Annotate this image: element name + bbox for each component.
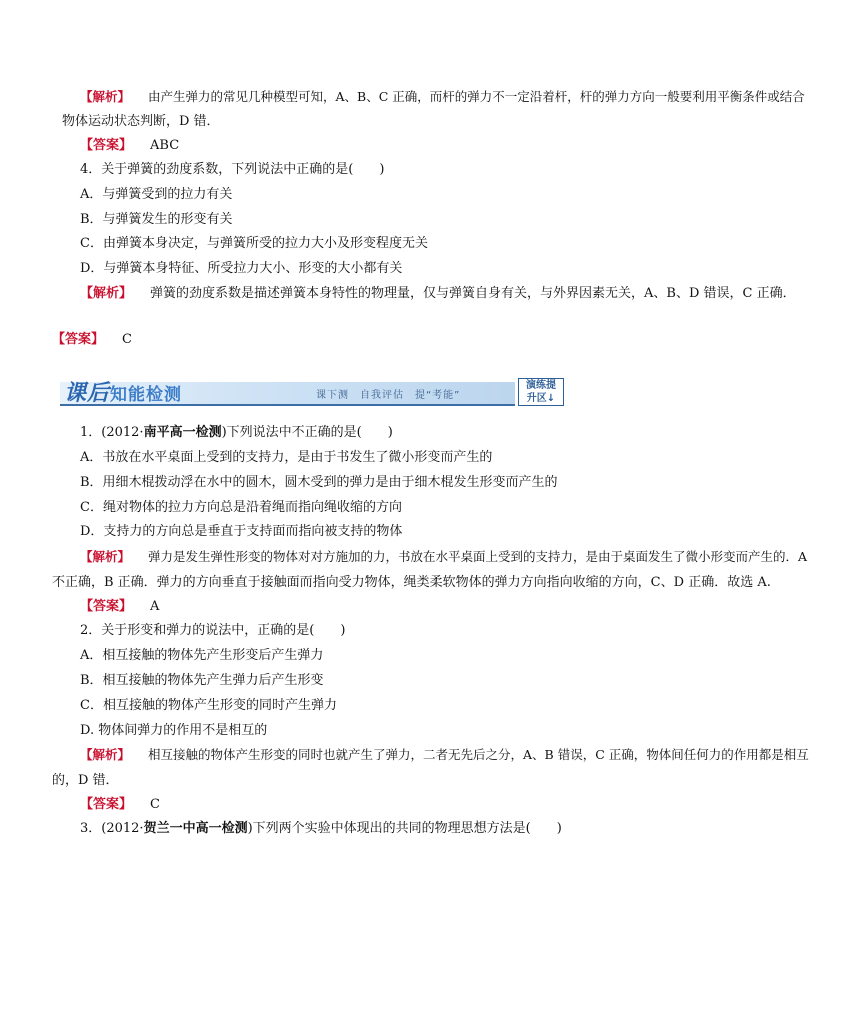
p2-option-a: A．相互接触的物体先产生形变后产生弹力 [80, 648, 324, 663]
p2-option-d: D. 物体间弹力的作用不是相互的 [80, 723, 268, 738]
banner-title-sub: 知能检测 [110, 385, 183, 405]
analysis-tag: 【解析】 [80, 89, 131, 104]
p2-option-c: C．相互接触的物体产生形变的同时产生弹力 [80, 698, 337, 713]
q3-answer-line [80, 137, 179, 155]
q3-answer-text: ABC [150, 138, 180, 153]
answer-tag: 【答案】 [80, 797, 133, 812]
p1-option-d: D．支持力的方向总是垂直于支持面而指向被支持的物体 [80, 524, 403, 539]
q3-analysis-cont: 物体运动状态判断，D 错． [62, 114, 220, 129]
q4-option-c: C．由弹簧本身决定，与弹簧所受的拉力大小及形变程度无关 [80, 236, 428, 251]
q4-option-b: B．与弹簧发生的形变有关 [80, 212, 233, 227]
q4-analysis-line [80, 285, 796, 303]
p1-option-c: C．绳对物体的拉力方向总是沿着绳而指向绳收缩的方向 [80, 500, 402, 515]
p1-stem-prefix: 1．(2012· [80, 425, 144, 440]
answer-tag: 【答案】 [52, 332, 105, 347]
p1-answer-text: A [150, 599, 160, 614]
p2-analysis-line [80, 746, 809, 764]
analysis-tag: 【解析】 [80, 747, 131, 762]
p3-stem-suffix: )下列两个实验中体现出的共同的物理思想方法是( ) [247, 821, 562, 836]
p2-answer-line [80, 796, 160, 814]
answer-tag: 【答案】 [80, 599, 133, 614]
p3-stem-prefix: 3．(2012· [80, 821, 144, 836]
p3-stem-source: 贺兰一中高一检测 [143, 821, 248, 836]
banner-practice-box [518, 378, 564, 406]
p1-analysis-cont: 不正确，B 正确．弹力的方向垂直于接触面而指向受力物体，绳类柔软物体的弹力方向指向收缩的方向，C、D 正确．故选 A. [52, 575, 771, 590]
banner-slogan: 课下测 自我评估 提“考能” [316, 390, 461, 401]
p2-analysis-text: 相互接触的物体产生形变的同时也就产生了弹力，二者无先后之分，A、B 错误，C 正确，物体间任何力的作用都是相互 [148, 747, 809, 762]
p1-answer-line [80, 598, 159, 616]
p1-stem-source: 南平高一检测 [143, 425, 222, 440]
p1-option-b: B．用细木棍拨动浮在水中的圆木，圆木受到的弹力是由于细木棍发生形变而产生的 [80, 475, 558, 490]
p1-analysis-text: 弹力是发生弹性形变的物体对对方施加的力，书放在水平桌面上受到的支持力，是由于桌面发生了微小形变而产生的．A [148, 549, 808, 564]
p1-analysis-line [80, 548, 807, 566]
banner-box-line2: 升区↓ [526, 393, 556, 404]
q4-analysis-text: 弹簧的劲度系数是描述弹簧本身特性的物理量，仅与弹簧自身有关，与外界因素无关，A、B、D 错误，C 正确． [150, 286, 796, 301]
analysis-tag: 【解析】 [80, 286, 133, 301]
p3-stem [80, 820, 562, 838]
p2-analysis-cont: 的，D 错． [52, 773, 119, 788]
section-banner [60, 376, 562, 406]
p1-stem [80, 424, 393, 442]
answer-tag: 【答案】 [80, 138, 133, 153]
q4-answer-text: C [122, 332, 132, 347]
analysis-tag: 【解析】 [80, 549, 131, 564]
q3-analysis-line [80, 88, 805, 106]
q4-option-d: D．与弹簧本身特征、所受拉力大小、形变的大小都有关 [80, 261, 403, 276]
banner-title [64, 376, 182, 407]
q4-stem: 4．关于弹簧的劲度系数，下列说法中正确的是( ) [80, 162, 385, 177]
p1-stem-suffix: )下列说法中不正确的是( ) [221, 425, 393, 440]
banner-title-main: 课后 [64, 381, 111, 406]
q3-analysis-text: 由产生弹力的常见几种模型可知，A、B、C 正确，而杆的弹力不一定沿着杆，杆的弹力方向一般要利用平衡条件或结合 [148, 89, 805, 104]
p2-option-b: B．相互接触的物体先产生弹力后产生形变 [80, 673, 324, 688]
p2-answer-text: C [150, 797, 160, 812]
p1-option-a: A．书放在水平桌面上受到的支持力，是由于书发生了微小形变而产生的 [80, 450, 493, 465]
banner-box-line1: 演练提 [526, 380, 556, 391]
p2-stem: 2．关于形变和弹力的说法中，正确的是( ) [80, 623, 346, 638]
q4-option-a: A．与弹簧受到的拉力有关 [80, 187, 233, 202]
q4-answer-line [52, 331, 132, 349]
